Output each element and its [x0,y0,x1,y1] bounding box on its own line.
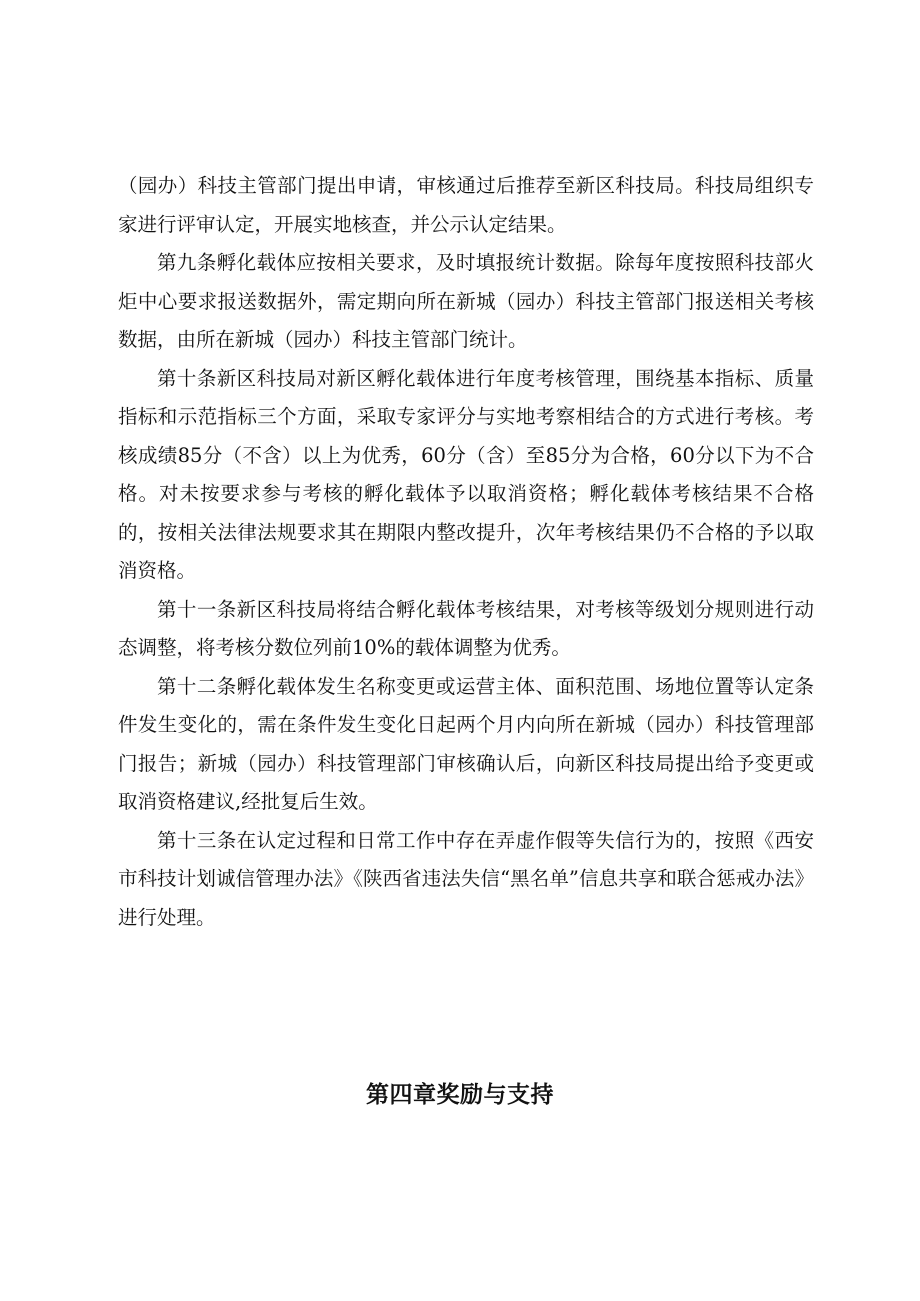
paragraph-article-13: 第十三条在认定过程和日常工作中存在弄虚作假等失信行为的，按照《西安市科技计划诚信管理办法》《陕西省违法失信“黑名单”信息共享和联合惩戒办法》进行处理。 [118,828,814,929]
chapter-heading: 第四章奖励与支持 [366,1082,554,1108]
paragraph-article-11: 第十一条新区科技局将结合孵化载体考核结果，对考核等级划分规则进行动态调整，将考核分数位列前10%的载体调整为优秀。 [118,597,814,659]
paragraph-article-12: 第十二条孵化载体发生名称变更或运营主体、面积范围、场地位置等认定条件发生变化的，需在条件发生变化日起两个月内向所在新城（园办）科技管理部门报告；新城（园办）科技管理部门审核确认后，向新区科技局提出给予变更或取消资格建议,经批复后生效。 [118,674,814,813]
document-body [118,167,814,937]
paragraph-continuation: （园办）科技主管部门提出申请，审核通过后推荐至新区科技局。科技局组织专家进行评审认定，开展实地核查，并公示认定结果。 [118,174,814,236]
paragraph-article-9: 第九条孵化载体应按相关要求，及时填报统计数据。除每年度按照科技部火炬中心要求报送数据外，需定期向所在新城（园办）科技主管部门报送相关考核数据，由所在新城（园办）科技主管部门统计。 [118,251,814,351]
paragraph-article-10: 第十条新区科技局对新区孵化载体进行年度考核管理，围绕基本指标、质量指标和示范指标三个方面，采取专家评分与实地考察相结合的方式进行考核。考核成绩85分（不含）以上为优秀，60分（含）至85分为合格，60分以下为不合格。对未按要求参与考核的孵化载体予以取消资格；孵化载体考核结果不合格的，按相关法律法规要求其在期限内整改提升，次年考核结果仍不合格的予以取消资格。 [118,366,814,582]
